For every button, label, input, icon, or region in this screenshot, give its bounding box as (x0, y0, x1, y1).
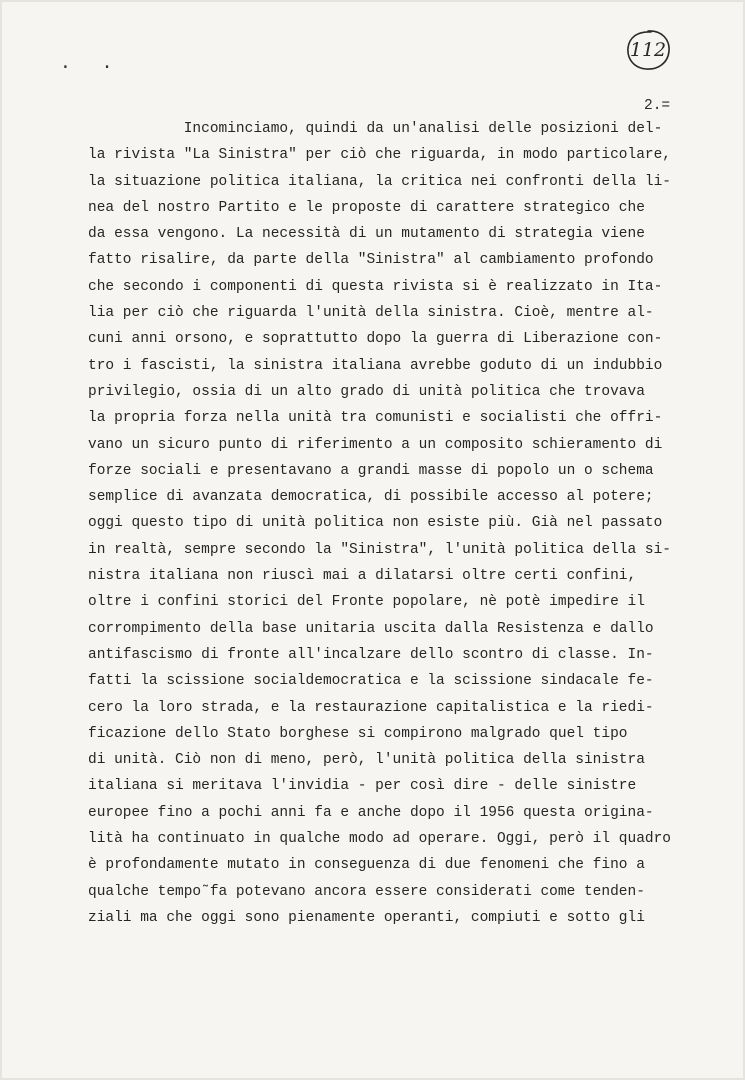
text-line: è profondamente mutato in conseguenza di due fenomeni che fino a (88, 857, 645, 874)
text-line: nistra italiana non riuscì mai a dilatarsi oltre certi confini, (88, 568, 637, 585)
text-line: semplice di avanzata democratica, di possibile accesso al potere; (88, 489, 654, 506)
typed-text-body (88, 116, 688, 931)
text-line: antifascismo di fronte all'incalzare dello scontro di classe. In- (88, 646, 654, 663)
margin-dots: . . (60, 52, 123, 73)
text-line: oltre i confini storici del Fronte popolare, nè potè impedire il (88, 594, 645, 611)
text-line: privilegio, ossia di un alto grado di unità politica che trovava (88, 383, 645, 400)
text-line: la propria forza nella unità tra comunisti e socialisti che offri- (88, 410, 663, 427)
text-line: corrompimento della base unitaria uscita dalla Resistenza e dallo (88, 620, 654, 637)
text-line: lità ha continuato in qualche modo ad operare. Oggi, però il quadro (88, 831, 671, 848)
text-line: vano un sicuro punto di riferimento a un composito schieramento di (88, 436, 663, 453)
text-line: italiana si meritava l'invidia - per così dire - delle sinistre (88, 778, 637, 795)
text-line: la situazione politica italiana, la critica nei confronti della li- (88, 173, 671, 190)
text-line: tro i fascisti, la sinistra italiana avrebbe goduto di un indubbio (88, 357, 663, 374)
text-line: lia per ciò che riguarda l'unità della sinistra. Cioè, mentre al- (88, 305, 654, 322)
text-line: di unità. Ciò non di meno, però, l'unità politica della sinistra (88, 752, 645, 769)
text-line: ziali ma che oggi sono pienamente operanti, compiuti e sotto gli (88, 909, 645, 926)
text-line: in realtà, sempre secondo la "Sinistra", l'unità politica della si- (88, 541, 671, 558)
folio-stamp (624, 28, 672, 72)
text-line: europee fino a pochi anni fa e anche dopo il 1956 questa origina- (88, 804, 654, 821)
text-line: forze sociali e presentavano a grandi masse di popolo un o schema (88, 462, 654, 479)
text-line: la rivista "La Sinistra" per ciò che riguarda, in modo particolare, (88, 147, 671, 164)
text-line: oggi questo tipo di unità politica non esiste più. Già nel passato (88, 515, 663, 532)
text-line: fatto risalire, da parte della "Sinistra" al cambiamento profondo (88, 252, 654, 269)
text-line: ficazione dello Stato borghese si compirono malgrado quel tipo (88, 725, 628, 742)
text-line: cero la loro strada, e la restaurazione capitalistica e la riedi- (88, 699, 654, 716)
text-line: che secondo i componenti di questa rivista si è realizzato in Ita- (88, 278, 663, 295)
text-line: nea del nostro Partito e le proposte di carattere strategico che (88, 199, 645, 216)
text-line: Incominciamo, quindi da un'analisi delle posizioni del- (88, 121, 663, 137)
text-line: da essa vengono. La necessità di un mutamento di strategia viene (88, 226, 645, 243)
text-line: cuni anni orsono, e soprattutto dopo la guerra di Liberazione con- (88, 331, 663, 348)
folio-number: 112 (629, 39, 667, 61)
text-line: qualche tempo˜fa potevano ancora essere considerati come tenden- (88, 883, 645, 900)
text-line: fatti la scissione socialdemocratica e la scissione sindacale fe- (88, 673, 654, 690)
page-number: 2.= (644, 98, 671, 114)
